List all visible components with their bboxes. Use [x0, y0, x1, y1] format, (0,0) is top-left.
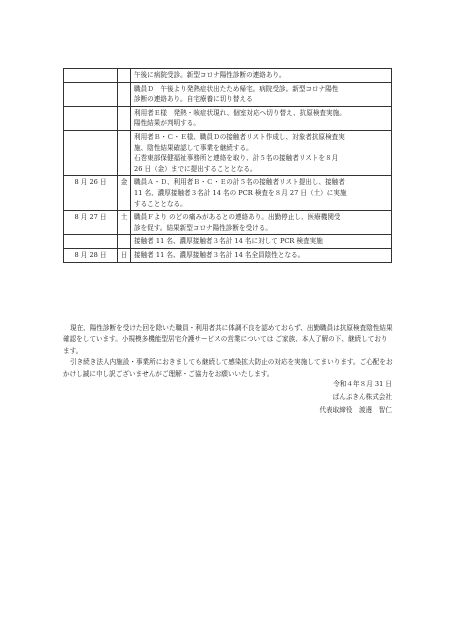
weekday-cell: 日: [118, 248, 131, 262]
table-row: [64, 248, 392, 262]
table-row: [64, 106, 392, 130]
event-cell: 午後に病院受診。新型コロナ陽性診断の連絡あり。: [131, 69, 392, 83]
weekday-cell: [118, 235, 131, 249]
event-cell: 利用者Ｂ・Ｃ・Ｅ様、職員Ｄの接触者リスト作成し、対象者抗原検査実 施、陰性結果確認して事業を継続する。 石巻東部保健福祉事務所と連絡を取り、計５名の接触者リストを８月 26 日（金）までに提出することとなる。: [131, 130, 392, 175]
table-row: [64, 235, 392, 249]
issue-date: 令和４年８月 31 日: [333, 380, 392, 388]
table-row: [64, 211, 392, 235]
event-cell: 職員Ｆより のどの痛みがあるとの連絡あり。出勤停止し、医療機関受 診を促す。結果新型コロナ陽性診断を受ける。: [131, 211, 392, 235]
date-cell: [64, 130, 118, 175]
table-row: [64, 176, 392, 211]
weekday-cell: [118, 106, 131, 130]
weekday-cell: 土: [118, 211, 131, 235]
status-paragraph: 現在、陽性診断を受けた回を除いた職員・利用者共に体調不良を認めておらず、出勤職員は抗原検査陰性結果確認をしています。小規模多機能型居宅介護サービスの営業については ご家族、本人了解の下、継続しております。: [63, 324, 393, 355]
date-cell: 8 月 26 日: [64, 176, 118, 211]
date-cell: [64, 106, 118, 130]
timeline-table: [63, 68, 392, 263]
date-cell: 8 月 27 日: [64, 211, 118, 235]
company-name: ぱんぷきん株式会社: [332, 393, 392, 401]
signature-block: [319, 378, 392, 417]
body-text: [63, 323, 393, 380]
table-row: [64, 69, 392, 83]
event-cell: 職員Ａ・Ｄ、利用者Ｂ・Ｃ・Ｅの計５名の接触者リスト提出し、接触者 11 名、濃厚接触者３名計 14 名の PCR 検査を８月 27 日（土）に実施 することとなる。: [131, 176, 392, 211]
date-cell: [64, 235, 118, 249]
table-row: [64, 82, 392, 106]
date-cell: [64, 69, 118, 83]
event-cell: 職員Ｄ 午後より発熱症状出たため帰宅。病院受診。新型コロナ陽性 診断の連絡あり。自宅療養に切り替える: [131, 82, 392, 106]
weekday-cell: [118, 130, 131, 175]
weekday-cell: [118, 69, 131, 83]
table-row: [64, 130, 392, 175]
closing-paragraph: 引き続き法人内施設・事業所におきましても継続して感染拡大防止の対応を実施してまいります。ご心配をおかけし誠に申し訳ございませんがご理解・ご協力をお願いいたします。: [63, 358, 393, 378]
date-cell: [64, 82, 118, 106]
event-cell: 接触者 11 名、濃厚接触者３名計 14 名全員陰性となる。: [131, 248, 392, 262]
date-cell: 8 月 28 日: [64, 248, 118, 262]
weekday-cell: 金: [118, 176, 131, 211]
event-cell: 利用者Ｅ様 発熱・咳症状現れ、個室対応へ切り替え、抗原検査実施。 陽性結果が判明する。: [131, 106, 392, 130]
representative-name: 代表取締役 渡邊 智仁: [319, 406, 392, 414]
event-cell: 接触者 11 名、濃厚接触者３名計 14 名に対して PCR 検査実施: [131, 235, 392, 249]
weekday-cell: [118, 82, 131, 106]
